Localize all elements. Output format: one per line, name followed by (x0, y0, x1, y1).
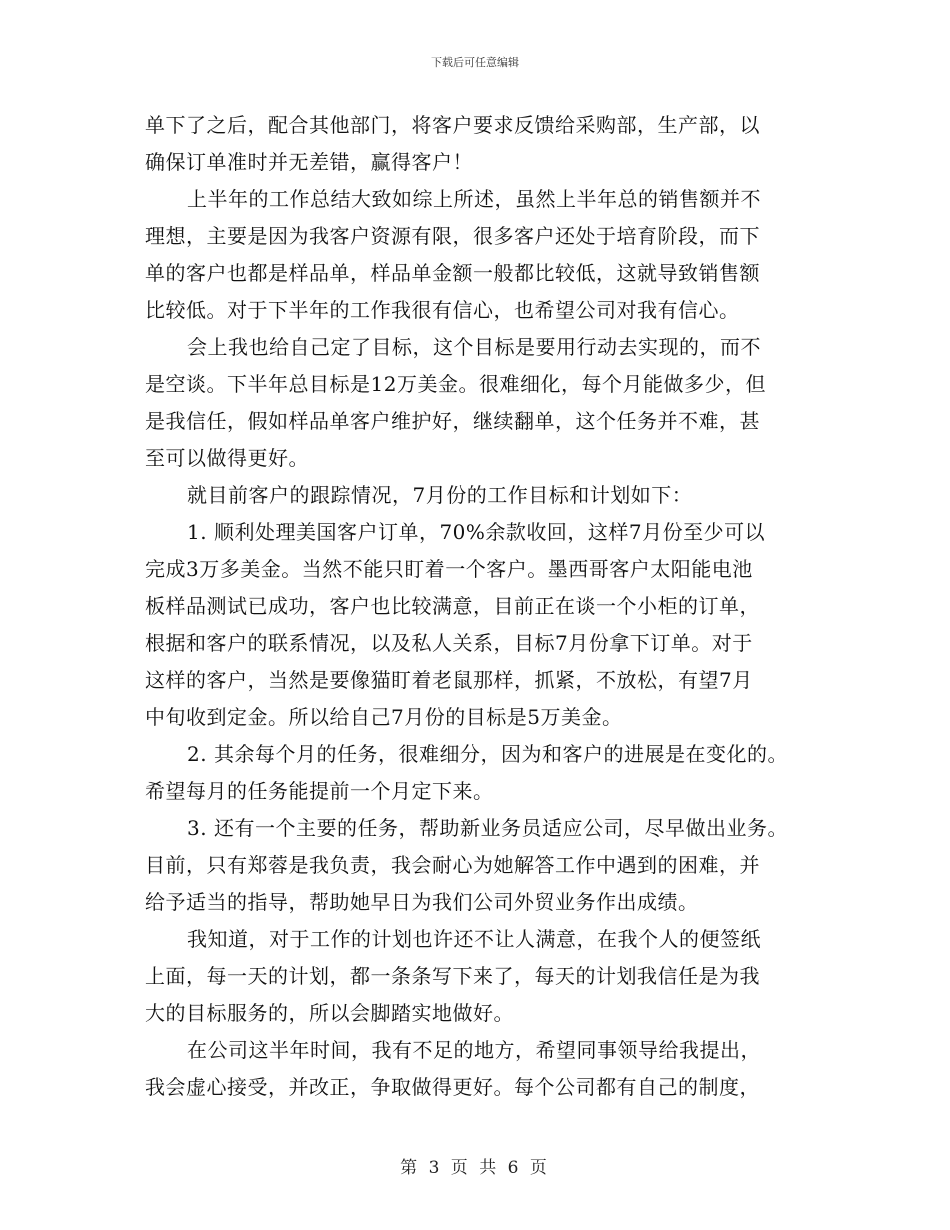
text-line: 比较低。对于下半年的工作我很有信心，也希望公司对我有信心。 (145, 298, 740, 322)
paragraph-start-line: 上半年的工作总结大致如综上所述，虽然上半年总的销售额并不 (187, 187, 761, 211)
text-line: 是我信任，假如样品单客户维护好，继续翻单，这个任务并不难，甚 (145, 409, 760, 433)
text-line: 中旬收到定金。所以给自己7月份的目标是5万美金。 (145, 705, 623, 729)
page-number-footer: 第 3 页 共 6 页 (400, 1158, 550, 1178)
paragraph-start-line: 就目前客户的跟踪情况，7月份的工作目标和计划如下： (187, 483, 693, 507)
list-item-3-line: 3. 还有一个主要的任务，帮助新业务员适应公司，尽早做出业务。 (187, 816, 788, 840)
text-line: 完成3万多美金。当然不能只盯着一个客户。墨西哥客户太阳能电池 (145, 557, 753, 581)
paragraph-start-line: 我知道，对于工作的计划也许还不让人满意，在我个人的便签纸 (187, 927, 761, 951)
text-line: 给予适当的指导，帮助她早日为我们公司外贸业务作出成绩。 (145, 890, 699, 914)
list-item-1-line: 1. 顺利处理美国客户订单，70%余款收回，这样7月份至少可以 (187, 520, 766, 544)
text-line: 这样的客户，当然是要像猫盯着老鼠那样，抓紧，不放松，有望7月 (145, 668, 753, 692)
text-line: 确保订单准时并无差错，赢得客户！ (145, 150, 473, 174)
text-line: 单下了之后，配合其他部门，将客户要求反馈给采购部，生产部，以 (145, 113, 760, 137)
text-line: 上面，每一天的计划，都一条条写下来了，每天的计划我信任是为我 (145, 964, 760, 988)
text-line: 我会虚心接受，并改正，争取做得更好。每个公司都有自己的制度， (145, 1075, 760, 1099)
text-line: 单的客户也都是样品单，样品单金额一般都比较低，这就导致销售额 (145, 261, 760, 285)
text-line: 根据和客户的联系情况，以及私人关系，目标7月份拿下订单。对于 (145, 631, 753, 655)
text-line: 希望每月的任务能提前一个月定下来。 (145, 779, 494, 803)
text-line: 板样品测试已成功，客户也比较满意，目前正在谈一个小柜的订单， (145, 594, 760, 618)
text-line: 目前，只有郑蓉是我负责，我会耐心为她解答工作中遇到的困难，并 (145, 853, 760, 877)
list-item-2-line: 2. 其余每个月的任务，很难细分，因为和客户的进展是在变化的。 (187, 742, 788, 766)
document-body (145, 107, 835, 1106)
text-line: 理想，主要是因为我客户资源有限，很多客户还处于培育阶段，而下 (145, 224, 760, 248)
page-header-note: 下载后可任意编辑 (431, 56, 519, 69)
text-line: 是空谈。下半年总目标是12万美金。很难细化，每个月能做多少，但 (145, 372, 766, 396)
text-line: 至可以做得更好。 (145, 446, 309, 470)
paragraph-start-line: 会上我也给自己定了目标，这个目标是要用行动去实现的，而不 (187, 335, 761, 359)
text-line: 大的目标服务的，所以会脚踏实地做好。 (145, 1001, 514, 1025)
paragraph-start-line: 在公司这半年时间，我有不足的地方，希望同事领导给我提出， (187, 1038, 761, 1062)
